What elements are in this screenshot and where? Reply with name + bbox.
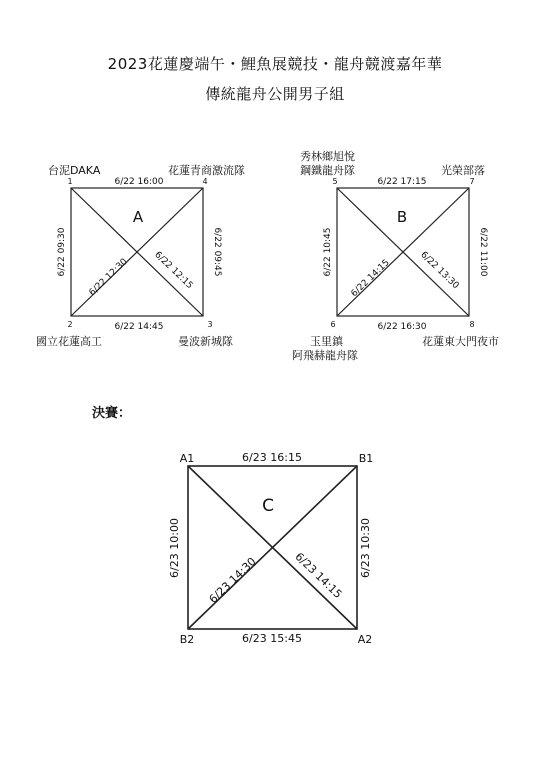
time-a-right: 6/22 09:45	[212, 227, 222, 277]
team-1: 台泥DAKA	[48, 164, 101, 177]
time-a-bottom: 6/22 14:45	[114, 322, 164, 332]
team-6-line2: 阿飛赫龍舟隊	[292, 349, 358, 362]
seed-7: 7	[469, 177, 475, 186]
seed-2: 2	[67, 320, 73, 329]
time-b-right: 6/22 11:00	[478, 227, 488, 277]
finals-label: 決賽：	[92, 406, 132, 421]
seed-5: 5	[332, 177, 338, 186]
corner-a2: A2	[357, 633, 373, 646]
team-8: 花蓮東大門夜市	[422, 335, 499, 348]
time-a-diag-1: 6/22 12:15	[152, 249, 195, 292]
team-7: 光榮部落	[441, 164, 485, 177]
seed-4: 4	[202, 177, 208, 186]
group-a-letter: A	[132, 208, 144, 226]
page-title: 2023花蓮慶端午・鯉魚展競技・龍舟競渡嘉年華	[107, 55, 443, 73]
time-b-diag-5: 6/22 13:30	[418, 249, 461, 292]
time-b-diag-6: 6/22 14:15	[349, 257, 392, 300]
time-c-diag-a1: 6/23 14:15	[292, 549, 345, 601]
page-subtitle: 傳統龍舟公開男子組	[205, 85, 345, 103]
time-c-right: 6/23 10:30	[359, 518, 372, 578]
seed-1: 1	[67, 177, 73, 186]
corner-a1: A1	[179, 452, 195, 465]
time-a-diag-2: 6/22 12:30	[87, 256, 130, 299]
seed-6: 6	[330, 320, 336, 329]
team-5-line1: 秀林鄉旭悅	[300, 150, 355, 163]
time-a-top: 6/22 16:00	[114, 177, 164, 187]
time-b-bottom: 6/22 16:30	[377, 322, 427, 332]
time-c-top: 6/23 16:15	[242, 451, 302, 464]
time-c-left: 6/23 10:00	[168, 518, 181, 578]
seed-3: 3	[207, 320, 213, 329]
corner-b2: B2	[179, 633, 195, 646]
time-c-diag-b2: 6/23 14:30	[206, 554, 259, 606]
team-2: 國立花蓮高工	[36, 335, 102, 348]
team-4: 花蓮青商激流隊	[168, 164, 245, 177]
team-6-line1: 玉里鎮	[310, 335, 343, 348]
time-b-top: 6/22 17:15	[377, 177, 427, 187]
seed-8: 8	[469, 320, 475, 329]
group-c-letter: C	[262, 496, 274, 516]
team-5-line2: 鋼鐵龍舟隊	[300, 164, 355, 177]
team-3: 曼波新城隊	[178, 335, 233, 348]
time-a-left: 6/22 09:30	[57, 227, 67, 277]
group-b-letter: B	[396, 208, 408, 226]
corner-b1: B1	[358, 452, 374, 465]
time-b-left: 6/22 10:45	[323, 227, 333, 277]
time-c-bottom: 6/23 15:45	[242, 632, 302, 645]
